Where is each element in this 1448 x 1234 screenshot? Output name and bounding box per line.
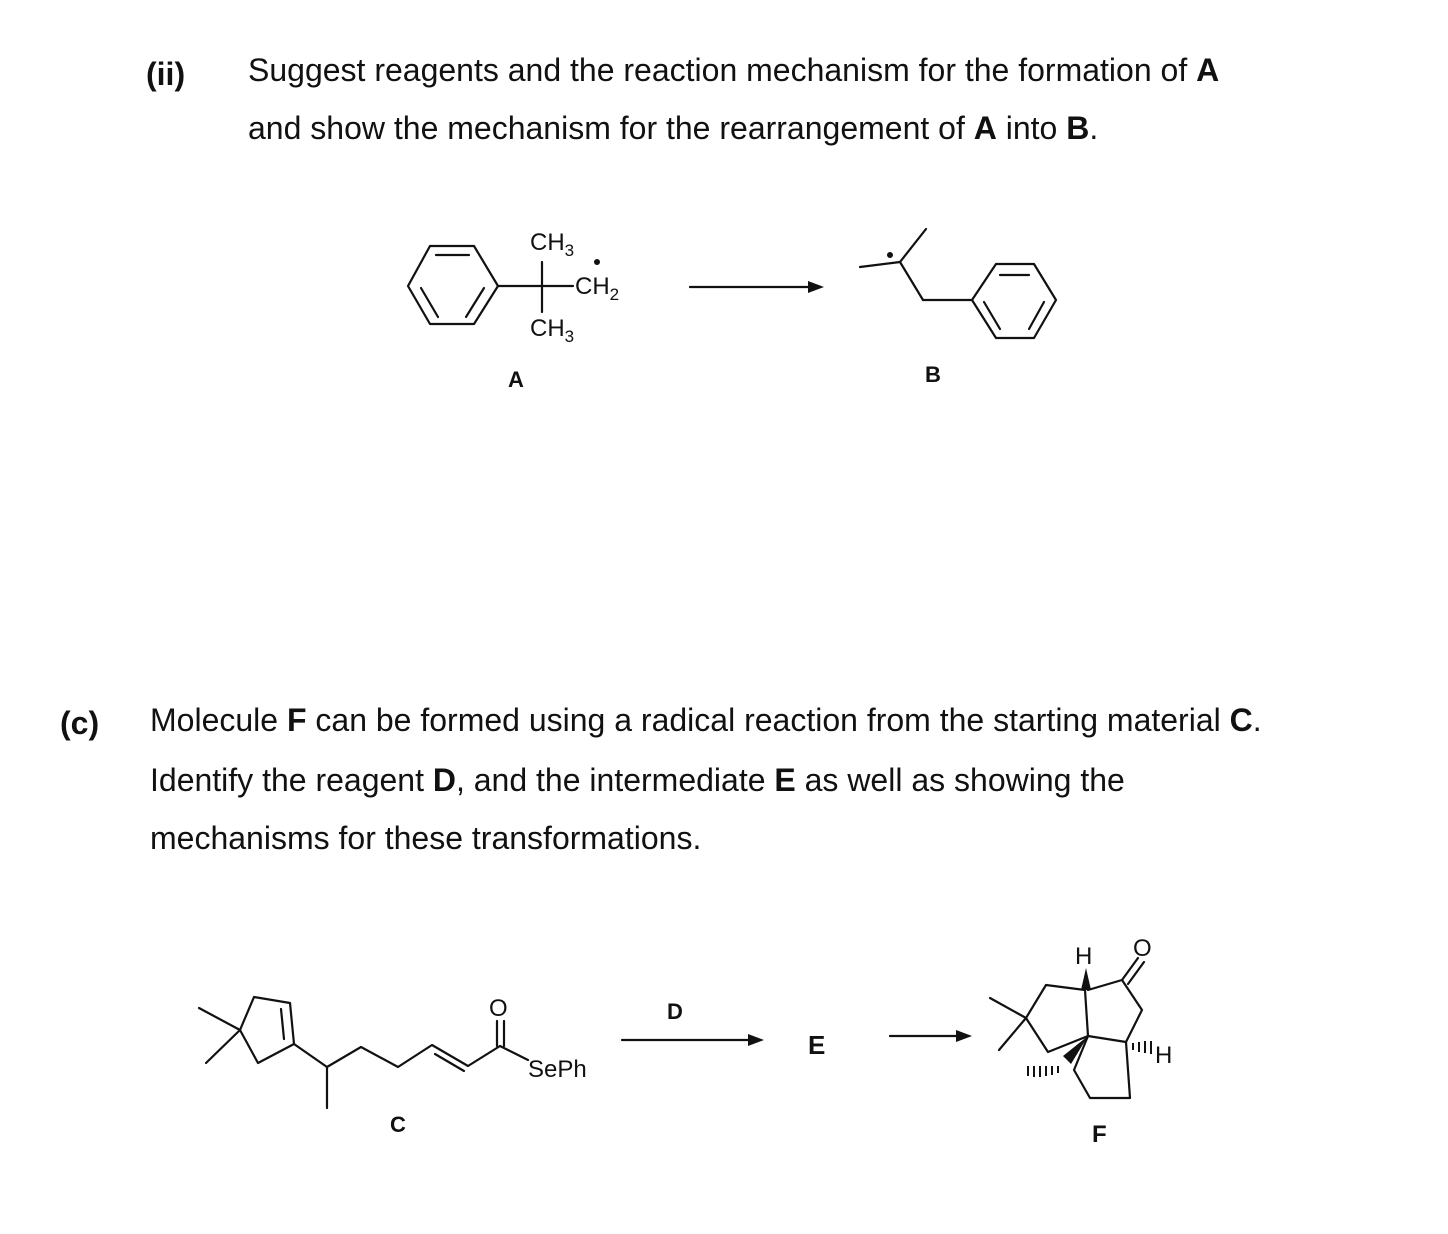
label-c: C	[390, 1112, 406, 1137]
q2-post: .	[1089, 110, 1099, 146]
molecule-c-bond-to-se	[500, 1046, 528, 1060]
question-number-ii: (ii)	[146, 56, 186, 92]
molecule-f-gem-methyl-1	[990, 998, 1026, 1018]
molecule-a-bottom-subscript: 3	[564, 327, 575, 346]
molecule-c-alkene-second-bond	[435, 1054, 464, 1071]
q2-mid: into	[996, 110, 1067, 146]
molecule-f-hash-bond-h	[1133, 1041, 1151, 1054]
molecule-a-right-ch2	[575, 273, 619, 304]
label-a: A	[508, 367, 524, 392]
arrow-e-to-f-head	[956, 1030, 972, 1042]
qc2-post: as well as showing the	[795, 762, 1125, 798]
molecule-a-top-subscript: 3	[564, 241, 575, 260]
molecule-b-bond-2	[900, 229, 926, 262]
molecule-f-ring-1	[1026, 985, 1088, 1052]
molecule-f-top-h: H	[1075, 943, 1093, 970]
molecule-c-seph: SePh	[528, 1056, 587, 1083]
label-e: E	[808, 1030, 826, 1060]
qc2-b1: D	[432, 762, 456, 798]
question-ii-line-1-bold: A	[1196, 52, 1220, 88]
label-f: F	[1092, 1121, 1107, 1148]
label-d: D	[667, 999, 683, 1024]
qc2-pre: Identify the reagent	[150, 762, 433, 798]
molecule-b-radical-dot	[887, 252, 893, 258]
molecule-a-right-subscript: 2	[609, 285, 620, 304]
molecule-b-benzene-ring	[972, 264, 1056, 338]
molecule-f-right-h: H	[1155, 1042, 1173, 1069]
molecule-c-chain	[294, 1044, 500, 1067]
molecule-b-bond-3	[900, 262, 923, 300]
molecule-f-ring-2	[1088, 980, 1142, 1042]
qc1-b2: C	[1229, 702, 1253, 738]
molecule-a-radical-dot	[594, 259, 600, 265]
qc2-mid: , and the intermediate	[455, 762, 775, 798]
q2-pre: and show the mechanism for the rearrangement of	[248, 110, 974, 146]
question-number-c: (c)	[60, 705, 100, 741]
molecule-a-bottom-ch: CH	[530, 315, 565, 342]
molecule-a-top-ch: CH	[530, 229, 565, 256]
molecule-a-top-ch3	[530, 229, 574, 260]
molecule-f-oxygen: O	[1133, 935, 1152, 962]
molecule-c-cyclopentene	[240, 997, 294, 1063]
qc1-mid: can be formed using a radical reaction from the starting material	[306, 702, 1230, 738]
qc1-b1: F	[286, 702, 307, 738]
molecule-f-hash-bond-methyl	[1028, 1066, 1058, 1077]
qc1-pre: Molecule	[150, 702, 287, 738]
arrow-a-to-b-head	[808, 281, 824, 293]
q2-b1: A	[973, 110, 997, 146]
molecule-a-right-ch: CH	[575, 273, 610, 300]
molecule-c-oxygen: O	[489, 995, 508, 1022]
molecule-f-carbonyl-bond-2	[1128, 962, 1144, 984]
molecule-c-gem-methyl-1	[199, 1008, 240, 1030]
q2-b2: B	[1066, 110, 1090, 146]
molecule-a-bottom-ch3	[530, 315, 574, 346]
molecule-f-gem-methyl-2	[999, 1018, 1026, 1050]
arrow-c-to-e-head	[748, 1034, 764, 1046]
label-b: B	[925, 362, 941, 387]
molecule-b-bond-1	[860, 262, 900, 267]
molecule-f-wedge-h	[1081, 968, 1091, 990]
qc2-b2: E	[774, 762, 796, 798]
molecule-f-ring-3	[1074, 1036, 1130, 1098]
question-ii-line-1-text: Suggest reagents and the reaction mechanism for the formation of	[248, 52, 1197, 88]
molecule-c-gem-methyl-2	[206, 1030, 240, 1063]
qc1-post: .	[1252, 702, 1262, 738]
question-c-line-3: mechanisms for these transformations.	[150, 820, 702, 856]
molecule-a-benzene-ring	[408, 246, 498, 324]
